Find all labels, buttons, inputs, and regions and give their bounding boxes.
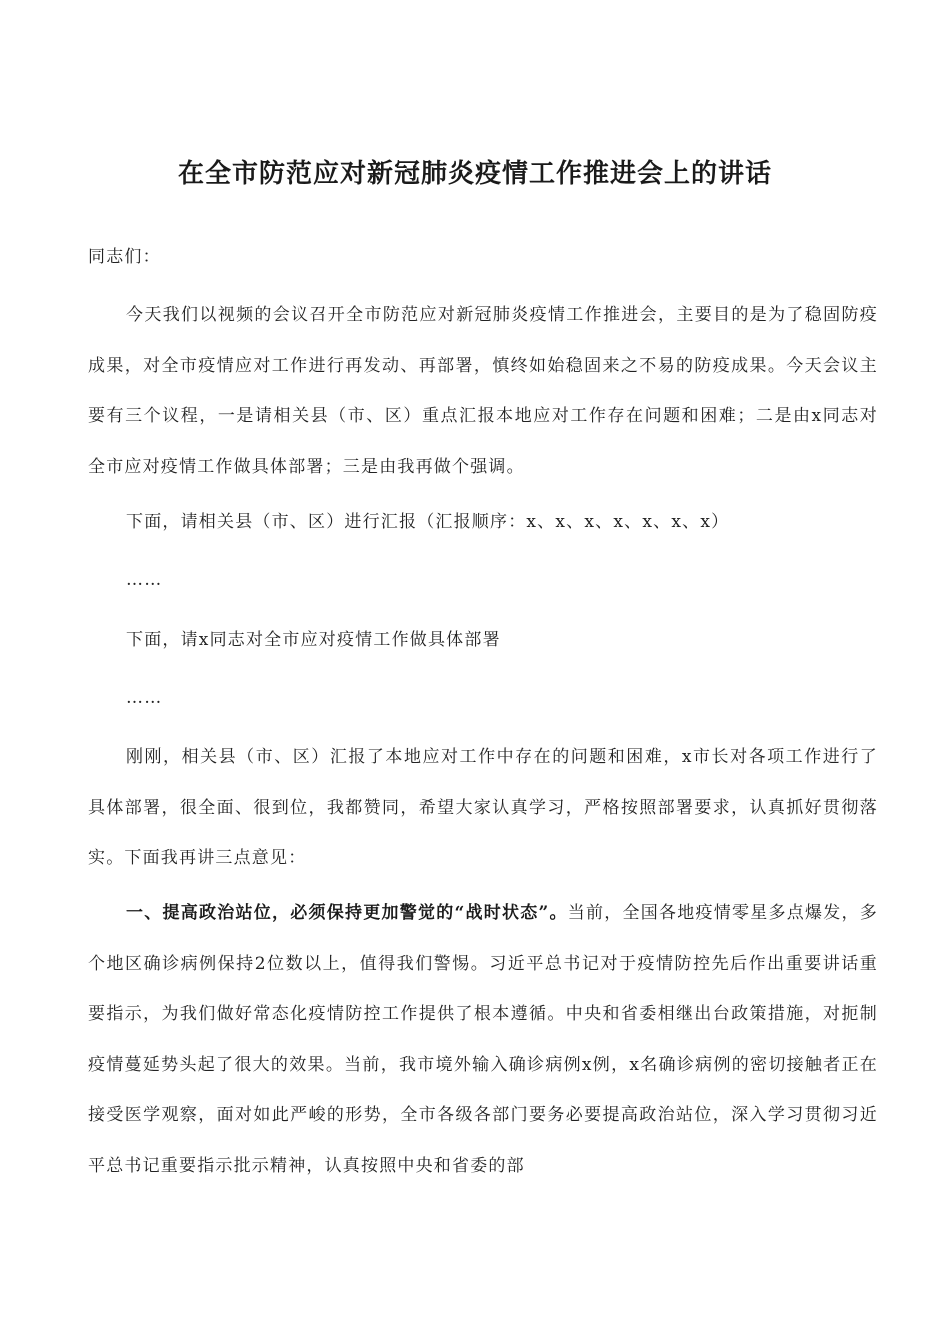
paragraph-opening: 今天我们以视频的会议召开全市防范应对新冠肺炎疫情工作推进会，主要目的是为了稳固防疫成果，对全市疫情应对工作进行再发动、再部署，慎终如始稳固来之不易的防疫成果。今天会议主要有三个议程，一是请相关县（市、区）重点汇报本地应对工作存在问题和困难；二是由x同志对全市应对疫情工作做具体部署；三是由我再做个强调。 bbox=[88, 305, 878, 477]
point-one-heading: 一、提高政治站位，必须保持更加警觉的“战时状态”。 bbox=[126, 903, 568, 923]
paragraph-summary: 刚刚，相关县（市、区）汇报了本地应对工作中存在的问题和困难，x市长对各项工作进行了具体部署，很全面、很到位，我都赞同，希望大家认真学习，严格按照部署要求，认真抓好贯彻落实。下面我再讲三点意见： bbox=[88, 747, 878, 868]
paragraph-point-one bbox=[88, 888, 878, 1191]
document-title: 在全市防范应对新冠肺炎疫情工作推进会上的讲话 bbox=[177, 159, 772, 189]
paragraph-report-order: 下面，请相关县（市、区）进行汇报（汇报顺序：x、x、x、x、x、x、x） bbox=[126, 512, 730, 532]
paragraph-ellipsis: …… bbox=[126, 570, 163, 590]
paragraph-deployment: 下面，请x同志对全市应对疫情工作做具体部署 bbox=[126, 630, 501, 650]
point-one-body: 当前，全国各地疫情零星多点爆发，多个地区确诊病例保持2位数以上，值得我们警惕。习近平总书记对于疫情防控先后作出重要讲话重要指示，为我们做好常态化疫情防控工作提供了根本遵循。中央和省委相继出台政策措施，对扼制疫情蔓延势头起了很大的效果。当前，我市境外输入确诊病例x例，x名确诊病例的密切接触者正在接受医学观察，面对如此严峻的形势，全市各级各部门要务必要提高政治站位，深入学习贯彻习近平总书记重要指示批示精神，认真按照中央和省委的部 bbox=[88, 903, 878, 1176]
greeting: 同志们： bbox=[88, 247, 161, 267]
paragraph-ellipsis: …… bbox=[126, 688, 163, 708]
